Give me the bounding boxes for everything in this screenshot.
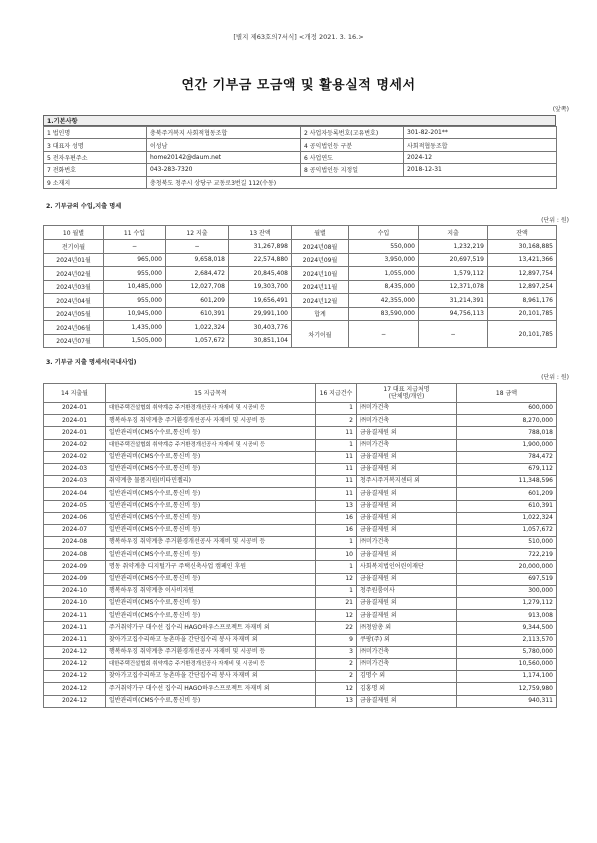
ceo-value: 이성남: [147, 139, 301, 151]
col-income: 11 수입: [104, 226, 166, 240]
expense-row: [44, 439, 557, 451]
total-income: 83,590,000: [349, 307, 419, 321]
carry-forward-income: −: [349, 321, 419, 348]
expense-row: [44, 476, 557, 488]
expense-cell: 12,371,078: [419, 280, 488, 294]
expense-unit-label: (단위 : 원): [541, 374, 569, 381]
expense-header-row: [44, 384, 557, 403]
expense-amount-cell: 11,348,596: [457, 476, 557, 488]
balance-cell: 12,897,254: [488, 280, 557, 294]
expense-cell: 2,684,472: [166, 267, 229, 281]
expense-row: [44, 695, 557, 707]
phone-value: 043-283-7320: [147, 164, 301, 176]
expense-recipient-cell: 청주원룸이사: [357, 585, 457, 597]
expense-count-cell: 12: [316, 610, 357, 622]
expense-recipient-cell: 금융결제원 외: [357, 573, 457, 585]
month-cell: 2024년06월: [44, 321, 104, 335]
expense-purpose-cell: 행복하우징 취약계층 주거환경개선공사 자재비 및 시공비 등: [106, 537, 316, 549]
month-cell: 2024년08월: [292, 240, 349, 254]
basic-info-table: [43, 126, 557, 189]
expense-recipient-cell: ㈜청암총 외: [357, 622, 457, 634]
expense-month-cell: 2024-08: [44, 537, 106, 549]
expense-purpose-cell: 주거취약가구 대수선 집수리 HAGO하우스프로젝트 자재비 외: [106, 683, 316, 695]
expense-amount-cell: 1,900,000: [457, 439, 557, 451]
corp-type-value: 사회적협동조합: [404, 139, 557, 151]
expense-count-cell: 2: [316, 671, 357, 683]
income-cell: 42,355,000: [349, 294, 419, 308]
expense-recipient-cell: ㈜미가건축: [357, 646, 457, 658]
revenue-row: [44, 253, 557, 267]
expense-count-cell: 1: [316, 561, 357, 573]
expense-count-cell: 11: [316, 463, 357, 475]
expense-cell: 1,057,672: [166, 334, 229, 348]
expense-count-cell: 12: [316, 683, 357, 695]
expense-recipient-cell: 금융결제원 외: [357, 488, 457, 500]
expense-recipient-cell: 사회복지법인어린이재단: [357, 561, 457, 573]
income-cell: 1,435,000: [104, 321, 166, 335]
balance-cell: 12,897,754: [488, 267, 557, 281]
expense-recipient-cell: ㈜미가건축: [357, 537, 457, 549]
expense-month-cell: 2024-02: [44, 439, 106, 451]
month-cell: 2024년12월: [292, 294, 349, 308]
basic-row: [44, 151, 557, 163]
expense-count-cell: 16: [316, 512, 357, 524]
income-cell: 8,435,000: [349, 280, 419, 294]
email-label: 5 전자우편주소: [44, 151, 147, 163]
expense-amount-cell: 940,311: [457, 695, 557, 707]
col-pay-month: 14 지출월: [44, 384, 106, 403]
balance-cell: 19,303,700: [229, 280, 292, 294]
fiscal-year-value: 2024-12: [404, 151, 557, 163]
expense-month-cell: 2024-01: [44, 427, 106, 439]
expense-amount-cell: 788,018: [457, 427, 557, 439]
expense-row: [44, 561, 557, 573]
expense-purpose-cell: 일반관리비(CMS수수료,통신비 등): [106, 451, 316, 463]
revenue-row: [44, 280, 557, 294]
expense-amount-cell: 510,000: [457, 537, 557, 549]
expense-amount-cell: 10,560,000: [457, 658, 557, 670]
expense-count-cell: 3: [316, 646, 357, 658]
expense-month-cell: 2024-09: [44, 561, 106, 573]
expense-count-cell: 9: [316, 634, 357, 646]
expense-amount-cell: 12,759,980: [457, 683, 557, 695]
corp-name-label: 1 법인명: [44, 127, 147, 139]
expense-row: [44, 598, 557, 610]
col-month-2: 월별: [292, 226, 349, 240]
expense-count-cell: 12: [316, 573, 357, 585]
expense-count-cell: 1: [316, 585, 357, 597]
expense-purpose-cell: 일반관리비(CMS수수료,통신비 등): [106, 573, 316, 585]
expense-month-cell: 2024-12: [44, 658, 106, 670]
expense-recipient-cell: 김명수 외: [357, 671, 457, 683]
col-count: 16 지급건수: [316, 384, 357, 403]
revenue-row: [44, 294, 557, 308]
expense-count-cell: 10: [316, 549, 357, 561]
month-cell: 2024년07월: [44, 334, 104, 348]
expense-count-cell: 13: [316, 500, 357, 512]
expense-count-cell: 1: [316, 439, 357, 451]
expense-month-cell: 2024-04: [44, 488, 106, 500]
expense-month-cell: 2024-11: [44, 634, 106, 646]
expense-row: [44, 658, 557, 670]
expense-purpose-cell: 명동 취약계층 디지털가구 주택신축사업 캠페인 후원: [106, 561, 316, 573]
expense-recipient-cell: 금융결제원 외: [357, 500, 457, 512]
email-value: home20142@daum.net: [147, 151, 301, 163]
expense-month-cell: 2024-01: [44, 403, 106, 415]
col-month: 10 월별: [44, 226, 104, 240]
month-cell: 전기이월: [44, 240, 104, 254]
expense-recipient-cell: ㈜미가건축: [357, 403, 457, 415]
expense-month-cell: 2024-10: [44, 598, 106, 610]
expense-count-cell: 11: [316, 451, 357, 463]
expense-purpose-cell: 주거취약가구 대수선 집수리 HAGO하우스프로젝트 자재비 외: [106, 622, 316, 634]
expense-row: [44, 549, 557, 561]
expense-amount-cell: 600,000: [457, 403, 557, 415]
balance-cell: 13,421,366: [488, 253, 557, 267]
expense-recipient-cell: 금융결제원 외: [357, 549, 457, 561]
balance-cell: 20,845,408: [229, 267, 292, 281]
revenue-row: [44, 240, 557, 254]
carry-forward-balance: 20,101,785: [488, 321, 557, 348]
expense-recipient-cell: 금융결제원 외: [357, 524, 457, 536]
expense-cell: 601,209: [166, 294, 229, 308]
col-income-2: 수입: [349, 226, 419, 240]
expense-recipient-cell: 금융결제원 외: [357, 427, 457, 439]
expense-row: [44, 415, 557, 427]
expense-purpose-cell: 일반관리비(CMS수수료,통신비 등): [106, 598, 316, 610]
basic-row: [44, 139, 557, 151]
income-cell: −: [104, 240, 166, 254]
phone-label: 7 전화번호: [44, 164, 147, 176]
expense-cell: 20,697,519: [419, 253, 488, 267]
expense-purpose-cell: 찾아가고집수리하고 농촌마을 간단집수리 봉사 자재비 외: [106, 634, 316, 646]
expense-row: [44, 671, 557, 683]
expense-amount-cell: 697,519: [457, 573, 557, 585]
section-revenue-heading: 2. 기부금의 수입,지출 명세: [46, 203, 122, 210]
expense-month-cell: 2024-10: [44, 585, 106, 597]
expense-row: [44, 646, 557, 658]
expense-recipient-cell: 금융결제원 외: [357, 610, 457, 622]
month-cell: 2024년01월: [44, 253, 104, 267]
expense-cell: 12,027,708: [166, 280, 229, 294]
expense-month-cell: 2024-09: [44, 573, 106, 585]
expense-month-cell: 2024-12: [44, 646, 106, 658]
expense-month-cell: 2024-11: [44, 610, 106, 622]
expense-cell: 9,658,018: [166, 253, 229, 267]
fiscal-year-label: 6 사업연도: [301, 151, 404, 163]
expense-recipient-cell: 금융결제원 외: [357, 463, 457, 475]
col-recipient-line2: (단체명/개인): [388, 393, 425, 400]
expense-count-cell: 21: [316, 598, 357, 610]
section-expense-heading: 3. 기부금 지출 명세서(국내사업): [46, 359, 137, 366]
expense-cell: 1,579,112: [419, 267, 488, 281]
expense-month-cell: 2024-12: [44, 683, 106, 695]
basic-row: [44, 164, 557, 176]
expense-row: [44, 403, 557, 415]
expense-month-cell: 2024-11: [44, 622, 106, 634]
expense-amount-cell: 9,344,500: [457, 622, 557, 634]
month-cell: 2024년05월: [44, 307, 104, 321]
expense-purpose-cell: 대한주택건설협회 취약계층 주거환경개선공사 자재비 및 시공비 등: [106, 439, 316, 451]
expense-recipient-cell: 금융결제원 외: [357, 598, 457, 610]
col-purpose: 15 지급목적: [106, 384, 316, 403]
expense-amount-cell: 1,057,672: [457, 524, 557, 536]
expense-amount-cell: 913,008: [457, 610, 557, 622]
expense-cell: −: [166, 240, 229, 254]
expense-row: [44, 610, 557, 622]
expense-row: [44, 524, 557, 536]
expense-amount-cell: 300,000: [457, 585, 557, 597]
expense-count-cell: 11: [316, 488, 357, 500]
expense-row: [44, 488, 557, 500]
expense-purpose-cell: 일반관리비(CMS수수료,통신비 등): [106, 549, 316, 561]
balance-cell: 30,851,104: [229, 334, 292, 348]
expense-month-cell: 2024-02: [44, 451, 106, 463]
expense-row: [44, 634, 557, 646]
expense-count-cell: 16: [316, 524, 357, 536]
biz-no-value: 301-82-201**: [404, 127, 557, 139]
expense-recipient-cell: 금융결제원 외: [357, 512, 457, 524]
carry-forward-expense: −: [419, 321, 488, 348]
balance-cell: 30,403,776: [229, 321, 292, 335]
designation-date-value: 2018-12-31: [404, 164, 557, 176]
revenue-row: [44, 307, 557, 321]
expense-row: [44, 512, 557, 524]
expense-row: [44, 537, 557, 549]
expense-purpose-cell: 일반관리비(CMS수수료,통신비 등): [106, 512, 316, 524]
col-recipient: [357, 384, 457, 403]
balance-cell: 31,267,898: [229, 240, 292, 254]
expense-purpose-cell: 일반관리비(CMS수수료,통신비 등): [106, 463, 316, 475]
expense-row: [44, 463, 557, 475]
expense-purpose-cell: 일반관리비(CMS수수료,통신비 등): [106, 524, 316, 536]
income-cell: 955,000: [104, 267, 166, 281]
col-expense: 12 지출: [166, 226, 229, 240]
expense-count-cell: 11: [316, 476, 357, 488]
document-title: 연간 기부금 모금액 및 활용실적 명세서: [181, 78, 416, 93]
month-cell: 2024년04월: [44, 294, 104, 308]
basic-row: [44, 127, 557, 139]
col-balance: 13 잔액: [229, 226, 292, 240]
address-label: 9 소재지: [44, 176, 147, 188]
col-balance-2: 잔액: [488, 226, 557, 240]
expense-recipient-cell: ㈜미가건축: [357, 415, 457, 427]
address-value: 충청북도 청주시 상당구 교동로3번길 112(수동): [147, 176, 557, 188]
page-side-note: (앞쪽): [552, 106, 569, 113]
expense-row: [44, 622, 557, 634]
expense-purpose-cell: 찾아가고집수리하고 농촌마을 간단집수리 봉사 자재비 외: [106, 671, 316, 683]
expense-recipient-cell: 금융결제원 외: [357, 451, 457, 463]
month-cell: 2024년03월: [44, 280, 104, 294]
expense-row: [44, 451, 557, 463]
expense-recipient-cell: 김홍명 외: [357, 683, 457, 695]
expense-amount-cell: 8,270,000: [457, 415, 557, 427]
balance-cell: 29,991,100: [229, 307, 292, 321]
basic-row: [44, 176, 557, 188]
expense-count-cell: 11: [316, 427, 357, 439]
expense-purpose-cell: 일반관리비(CMS수수료,통신비 등): [106, 610, 316, 622]
expense-month-cell: 2024-12: [44, 695, 106, 707]
expense-month-cell: 2024-03: [44, 476, 106, 488]
expense-purpose-cell: 대한주택건설협회 취약계층 주거환경개선공사 자재비 및 시공비 등: [106, 403, 316, 415]
col-recipient-line1: 17 대표 지급처명: [383, 386, 430, 393]
expense-purpose-cell: 취약계층 물품지원(비타민젤리): [106, 476, 316, 488]
expense-recipient-cell: 쿠팡(주) 외: [357, 634, 457, 646]
income-cell: 550,000: [349, 240, 419, 254]
carry-forward-label: 차기이월: [292, 321, 349, 348]
expense-row: [44, 427, 557, 439]
expense-count-cell: 2: [316, 415, 357, 427]
expense-amount-cell: 601,209: [457, 488, 557, 500]
income-cell: 10,485,000: [104, 280, 166, 294]
total-label: 합계: [292, 307, 349, 321]
expense-month-cell: 2024-12: [44, 671, 106, 683]
expense-amount-cell: 679,112: [457, 463, 557, 475]
expense-amount-cell: 1,022,324: [457, 512, 557, 524]
revenue-unit-label: (단위 : 원): [541, 217, 569, 224]
expense-row: [44, 585, 557, 597]
expense-recipient-cell: ㈜미가건축: [357, 658, 457, 670]
revenue-header-row: [44, 226, 557, 240]
income-cell: 1,505,000: [104, 334, 166, 348]
designation-date-label: 8 공익법인등 지정일: [301, 164, 404, 176]
expense-purpose-cell: 일반관리비(CMS수수료,통신비 등): [106, 500, 316, 512]
expense-count-cell: 1: [316, 403, 357, 415]
ceo-label: 3 대표자 성명: [44, 139, 147, 151]
corp-name-value: 충북주거복지 사회적협동조합: [147, 127, 301, 139]
expense-recipient-cell: ㈜미가건축: [357, 439, 457, 451]
expense-count-cell: 2: [316, 658, 357, 670]
income-cell: 955,000: [104, 294, 166, 308]
balance-cell: 22,574,880: [229, 253, 292, 267]
expense-month-cell: 2024-05: [44, 500, 106, 512]
expense-amount-cell: 610,391: [457, 500, 557, 512]
col-amount: 18 금액: [457, 384, 557, 403]
expense-cell: 1,022,324: [166, 321, 229, 335]
biz-no-label: 2 사업자등록번호(고유번호): [301, 127, 404, 139]
income-cell: 3,950,000: [349, 253, 419, 267]
section-basic-heading: 1.기본사항: [43, 115, 556, 126]
expense-row: [44, 500, 557, 512]
month-cell: 2024년10월: [292, 267, 349, 281]
revenue-table: [43, 225, 557, 348]
expense-count-cell: 22: [316, 622, 357, 634]
month-cell: 2024년02월: [44, 267, 104, 281]
expense-month-cell: 2024-01: [44, 415, 106, 427]
expense-recipient-cell: 청주시주거복지센터 외: [357, 476, 457, 488]
income-cell: 1,055,000: [349, 267, 419, 281]
expense-month-cell: 2024-07: [44, 524, 106, 536]
month-cell: 2024년11월: [292, 280, 349, 294]
balance-cell: 30,168,885: [488, 240, 557, 254]
form-number: [별지 제63호의7서식] <개정 2021. 3. 16.>: [233, 33, 364, 41]
expense-month-cell: 2024-06: [44, 512, 106, 524]
expense-purpose-cell: 대한주택건설협회 취약계층 주거환경개선공사 자재비 및 시공비 등: [106, 658, 316, 670]
expense-row: [44, 683, 557, 695]
total-balance: 20,101,785: [488, 307, 557, 321]
expense-purpose-cell: 행복하우징 취약계층 이사비지원: [106, 585, 316, 597]
expense-cell: 610,391: [166, 307, 229, 321]
expense-purpose-cell: 행복하우징 취약계층 주거환경개선공사 자재비 및 시공비 등: [106, 415, 316, 427]
expense-amount-cell: 722,219: [457, 549, 557, 561]
expense-cell: 31,214,391: [419, 294, 488, 308]
expense-purpose-cell: 일반관리비(CMS수수료,통신비 등): [106, 427, 316, 439]
income-cell: 965,000: [104, 253, 166, 267]
expense-purpose-cell: 행복하우징 취약계층 주거환경개선공사 자재비 및 시공비 등: [106, 646, 316, 658]
corp-type-label: 4 공익법인등 구분: [301, 139, 404, 151]
expense-cell: 1,232,219: [419, 240, 488, 254]
expense-count-cell: 1: [316, 537, 357, 549]
expense-table: [43, 383, 557, 708]
balance-cell: 19,656,491: [229, 294, 292, 308]
expense-amount-cell: 1,279,112: [457, 598, 557, 610]
month-cell: 2024년09월: [292, 253, 349, 267]
expense-amount-cell: 2,113,570: [457, 634, 557, 646]
expense-body: [44, 403, 557, 708]
expense-month-cell: 2024-03: [44, 463, 106, 475]
total-expense: 94,756,113: [419, 307, 488, 321]
expense-recipient-cell: 금융결제원 외: [357, 695, 457, 707]
col-expense-2: 지출: [419, 226, 488, 240]
expense-month-cell: 2024-08: [44, 549, 106, 561]
expense-amount-cell: 784,472: [457, 451, 557, 463]
revenue-row: [44, 267, 557, 281]
income-cell: 10,945,000: [104, 307, 166, 321]
expense-row: [44, 573, 557, 585]
expense-amount-cell: 5,780,000: [457, 646, 557, 658]
revenue-row: [44, 321, 557, 335]
expense-count-cell: 13: [316, 695, 357, 707]
expense-purpose-cell: 일반관리비(CMS수수료,통신비 등): [106, 695, 316, 707]
expense-amount-cell: 1,174,100: [457, 671, 557, 683]
expense-purpose-cell: 일반관리비(CMS수수료,통신비 등): [106, 488, 316, 500]
expense-amount-cell: 20,000,000: [457, 561, 557, 573]
balance-cell: 8,961,176: [488, 294, 557, 308]
